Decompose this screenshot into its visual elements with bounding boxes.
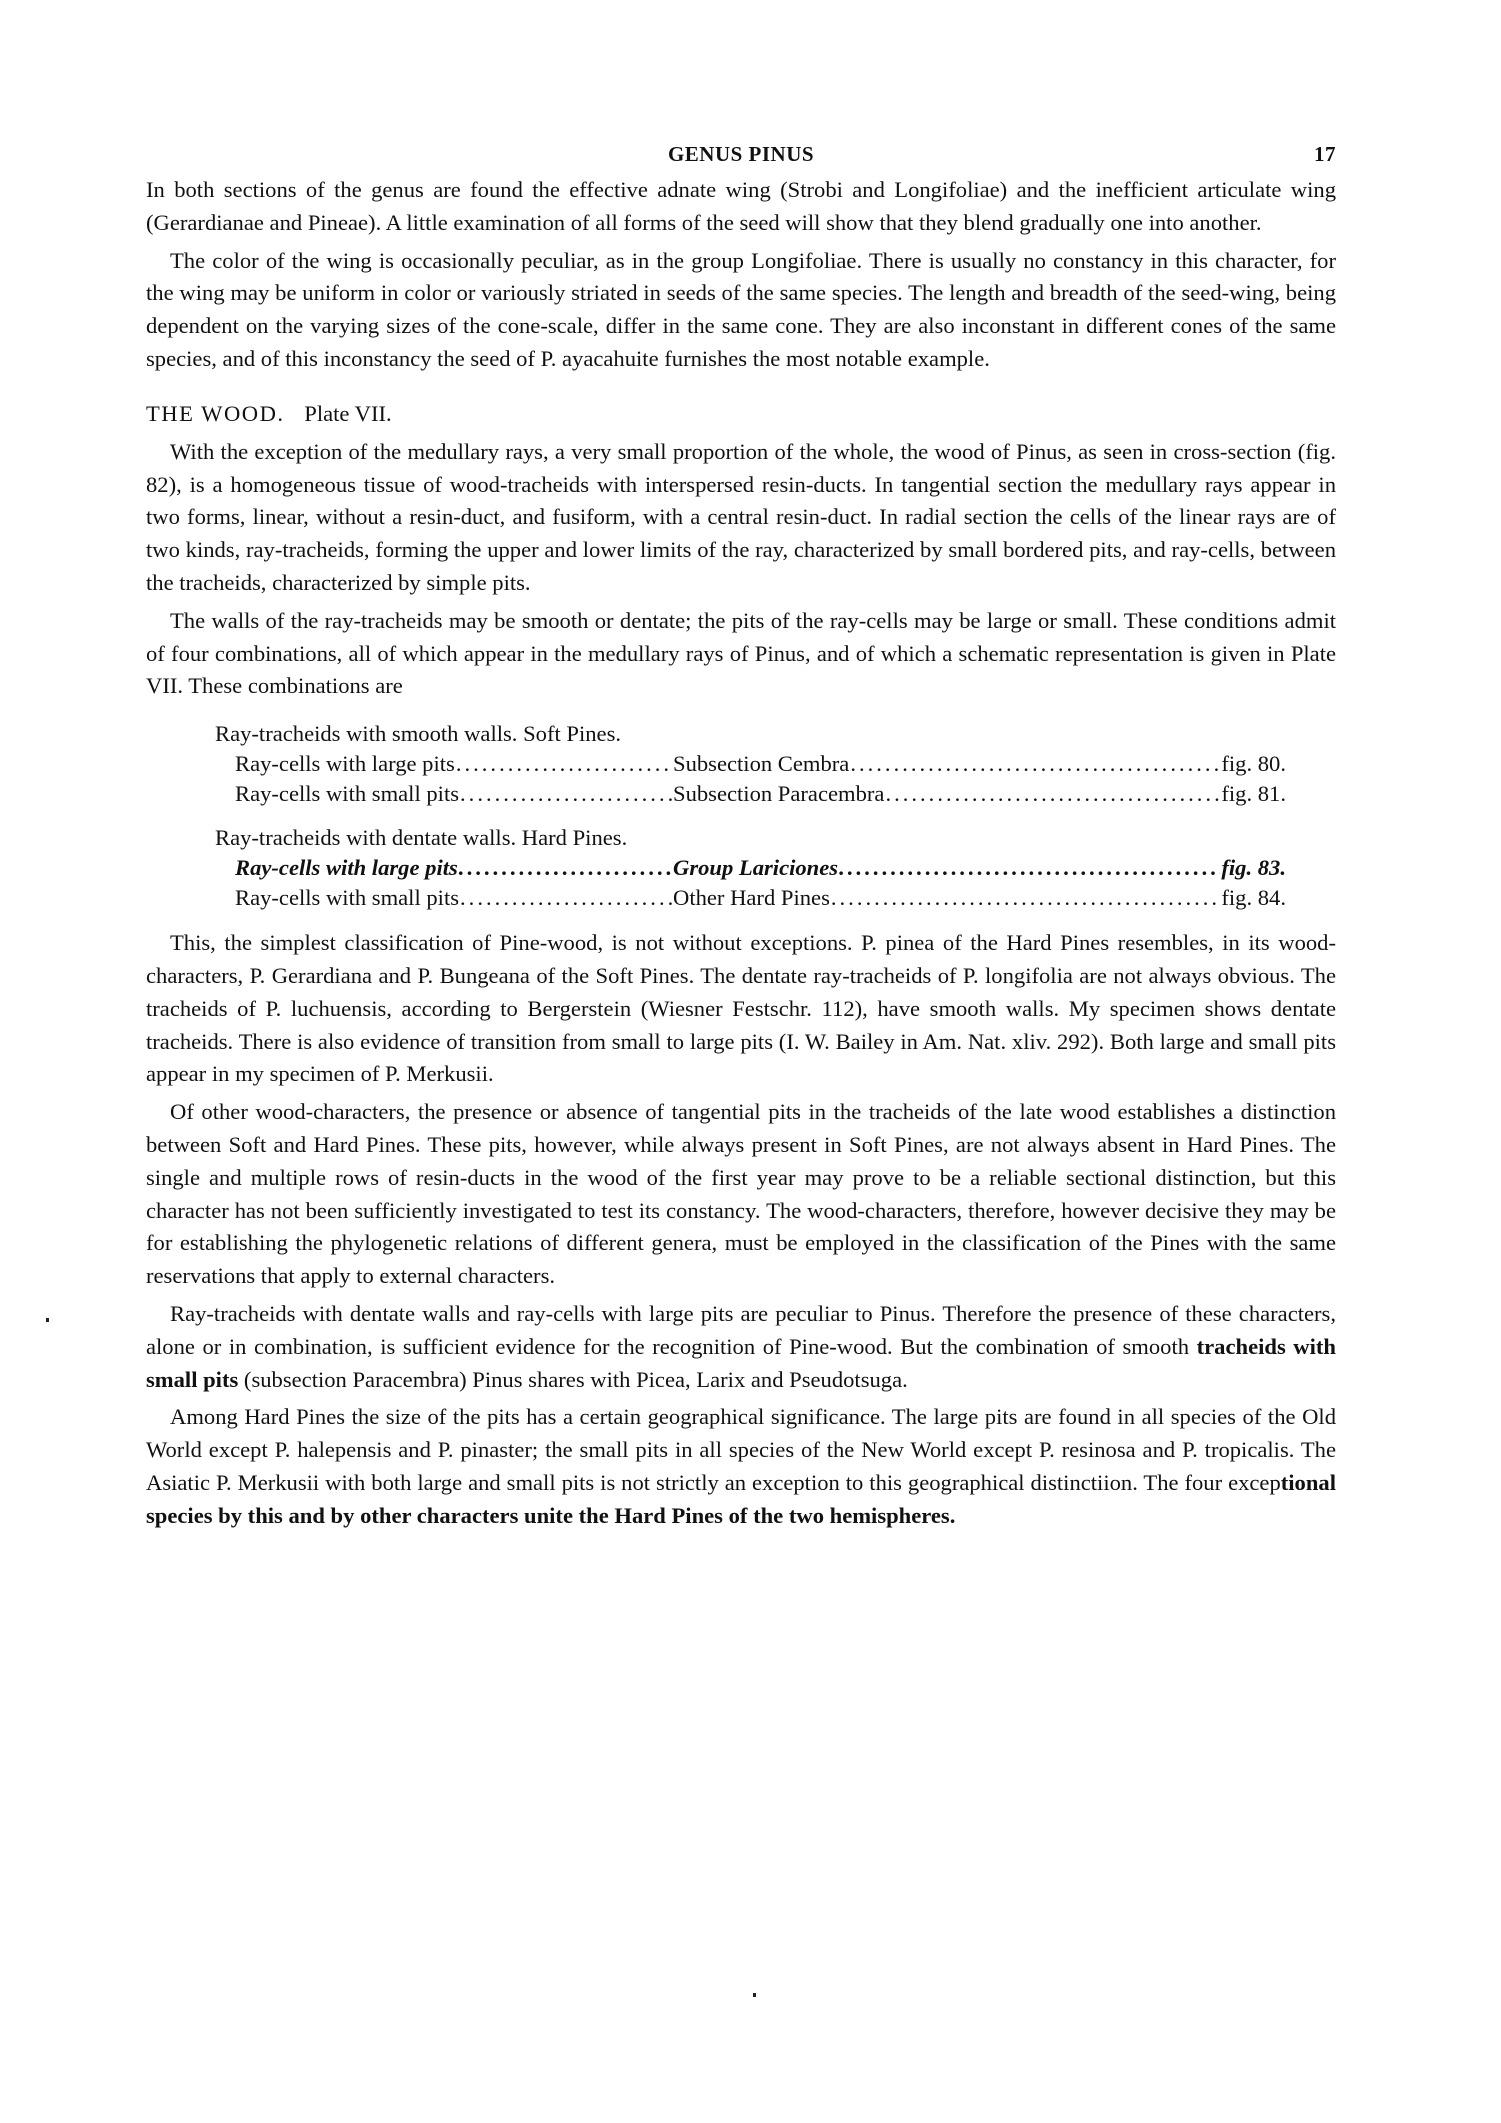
row-group: Group Lariciones: [673, 855, 839, 881]
book-page: [146, 140, 1336, 1533]
row-character: Ray-cells with large pits: [235, 855, 458, 881]
dot-leader: [456, 749, 672, 779]
row-character: Ray-cells with small pits: [235, 781, 460, 807]
paragraph-exceptions: This, the simplest classification of Pine-wood, is not without exceptions. P. pinea of the Hard Pines resembles, in its wood-characters, P. Gerardiana and P. Bungeana of the Soft Pines. The dentate ray-tracheids of P. longifolia are not always obvious. The tracheids of P. luchuensis, according to Bergerstein (Wiesner Festschr. 112), have smooth walls. My specimen shows dentate tracheids. There is also evidence of transition from small to large pits (I. W. Bailey in Am. Nat. xliv. 292). Both large and small pits appear in my specimen of P. Merkusii.: [146, 930, 1336, 1087]
wood-classification-table: [146, 719, 1286, 913]
row-character: Ray-cells with small pits: [235, 885, 460, 911]
scan-speck: [46, 1318, 49, 1322]
dot-leader: [831, 883, 1220, 913]
text-run: (subsection Paracembra) Pinus shares with Picea, Larix and Pseudotsuga.: [238, 1366, 908, 1392]
page-number: 17: [1314, 142, 1336, 166]
classification-group-soft-pines: [215, 719, 1286, 809]
row-figure: fig. 80.: [1221, 751, 1286, 777]
row-figure: fig. 81.: [1221, 781, 1286, 807]
paragraph-peculiar-to-pinus: [146, 1298, 1336, 1396]
row-group: Subsection Cembra: [673, 751, 850, 777]
running-head: [146, 140, 1336, 174]
bold-text-run: tracheids with small pits: [146, 1333, 1336, 1392]
row-character: Ray-cells with large pits: [235, 751, 455, 777]
row-figure: fig. 83.: [1221, 855, 1286, 881]
row-figure: fig. 84.: [1221, 885, 1286, 911]
paragraph-combinations: The walls of the ray-tracheids may be smooth or dentate; the pits of the ray-cells may be large or small. These conditions admit of four combinations, all of which appear in the medullary rays of Pinus, and of which a schematic representation is given in Plate VII. These combinations are: [146, 607, 1336, 699]
row-group: Subsection Paracembra: [673, 781, 885, 807]
classification-row: [215, 749, 1286, 779]
dot-leader: [885, 779, 1220, 809]
classification-group-heading: Ray-tracheids with smooth walls. Soft Pines.: [215, 721, 622, 747]
dot-leader: [839, 853, 1220, 883]
paragraph-other-characters: Of other wood-characters, the presence or absence of tangential pits in the tracheids of the late wood establishes a distinction between Soft and Hard Pines. These pits, however, while always present in Soft Pines, are not always absent in Hard Pines. The single and multiple rows of resin-ducts in the wood of the first year may prove to be a reliable sectional distinction, but this character has not been sufficiently investigated to test its constancy. The wood-characters, therefore, however decisive they may be for establishing the phylogenetic relations of different genera, must be employed in the classification of the Pines with the same reservations that apply to external characters.: [146, 1099, 1336, 1289]
bold-text-run: tional species by this and by other characters unite the Hard Pines of the two hemispheres.: [146, 1469, 1336, 1528]
classification-row: [215, 853, 1286, 883]
paragraph-wood-structure: With the exception of the medullary rays, a very small proportion of the whole, the wood of Pinus, as seen in cross-section (fig. 82), is a homogeneous tissue of wood-tracheids with interspersed resin-ducts. In tangential section the medullary rays appear in two forms, linear, without a resin-duct, and fusiform, with a central resin-duct. In radial section the cells of the linear rays are of two kinds, ray-tracheids, forming the upper and lower limits of the ray, characterized by small bordered pits, and ray-cells, between the tracheids, characterized by simple pits.: [146, 438, 1336, 595]
paragraph-geography: [146, 1401, 1336, 1532]
plate-reference: Plate VII.: [304, 400, 392, 426]
classification-row: [215, 779, 1286, 809]
row-group: Other Hard Pines: [673, 885, 830, 911]
section-title: THE WOOD.: [146, 400, 285, 426]
section-heading: [146, 398, 1336, 430]
classification-group-heading: Ray-tracheids with dentate walls. Hard Pines.: [215, 825, 628, 851]
dot-leader: [850, 749, 1220, 779]
scan-speck: [753, 1993, 756, 1997]
paragraph-wing-color: The color of the wing is occasionally peculiar, as in the group Longifoliae. There is usually no constancy in this character, for the wing may be uniform in color or variously striated in seeds of the same species. The length and breadth of the seed-wing, being dependent on the varying sizes of the cone-scale, differ in the same cone. They are also inconstant in different cones of the same species, and of this inconstancy the seed of P. ayacahuite furnishes the most notable example.: [146, 247, 1336, 371]
classification-row: [215, 883, 1286, 913]
running-title: GENUS PINUS: [667, 142, 815, 166]
dot-leader: [459, 853, 672, 883]
paragraph-seed-wing: In both sections of the genus are found the effective adnate wing (Strobi and Longifoliae) and the inefficient articulate wing (Gerardianae and Pineae). A little examination of all forms of the seed will show that they blend gradually one into another.: [146, 177, 1336, 235]
text-run: Among Hard Pines the size of the pits has a certain geographical significance. The large pits are found in all species of the Old World except P. halepensis and P. pinaster; the small pits in all species of the New World except P. resinosa and P. tropicalis. The Asiatic P. Merkusii with both large and small pits is not strictly an exception to this geographical distinctiion. The four excep: [146, 1404, 1336, 1495]
classification-group-hard-pines: [215, 823, 1286, 913]
dot-leader: [460, 883, 672, 913]
text-run: Ray-tracheids with dentate walls and ray-cells with large pits are peculiar to Pinus. Therefore the presence of these characters, alone or in combination, is sufficient evidence for the recognition of Pine-wood. But the combination of smooth: [146, 1300, 1336, 1359]
dot-leader: [460, 779, 672, 809]
